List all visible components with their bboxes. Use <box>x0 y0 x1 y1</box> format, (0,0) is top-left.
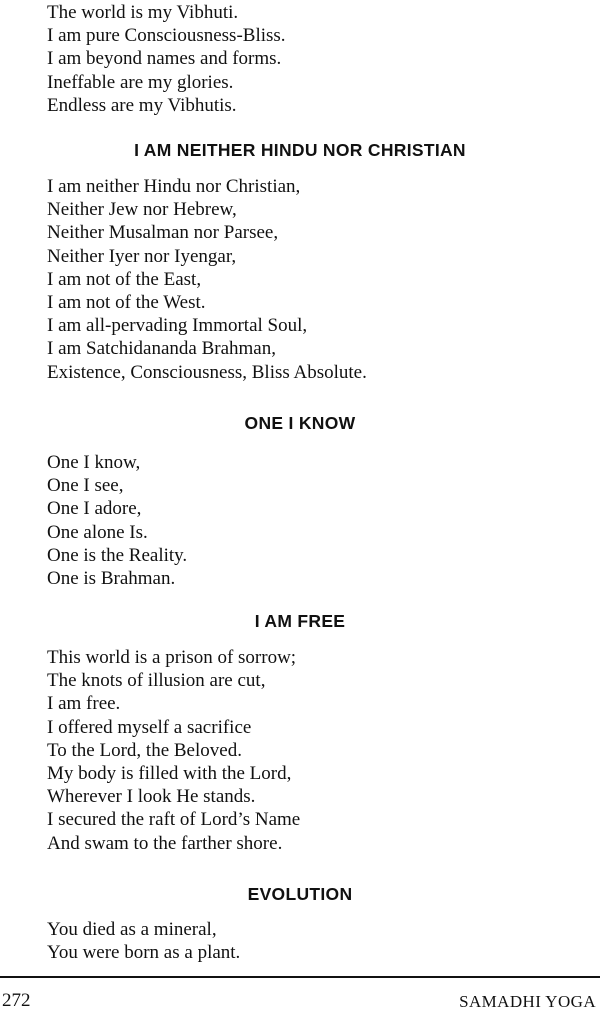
verse-line: Neither Musalman nor Parsee, <box>47 222 279 244</box>
verse-line: The knots of illusion are cut, <box>47 670 266 692</box>
verse-line: I am free. <box>47 693 121 715</box>
verse-line: One I adore, <box>47 498 142 520</box>
verse-line: I offered myself a sacrifice <box>47 716 252 738</box>
verse-line: I am not of the East, <box>47 268 202 290</box>
verse-line: Endless are my Vibhutis. <box>47 94 237 116</box>
verse-line: One I know, <box>47 452 141 473</box>
verse-line: One is the Reality. <box>47 544 188 566</box>
verse-line: One I see, <box>47 475 124 497</box>
running-head: SAMADHI YOGA <box>459 992 596 1011</box>
verse-line: Neither Iyer nor Iyengar, <box>47 245 237 267</box>
verse-line: I am pure Consciousness-Bliss. <box>47 25 286 47</box>
verse-line: I am not of the West. <box>47 292 206 314</box>
verse-line: The world is my Vibhuti. <box>47 2 239 23</box>
verse-line: I secured the raft of Lord’s Name <box>47 809 301 831</box>
verse-line: One alone Is. <box>47 521 148 543</box>
intro-stanza <box>47 1 577 117</box>
poem-title: ONE I KNOW <box>244 413 356 433</box>
verse-line: My body is filled with the Lord, <box>47 763 292 785</box>
poem-stanza <box>47 175 577 384</box>
verse-line: Existence, Consciousness, Bliss Absolute. <box>47 361 367 383</box>
verse-line: I am all-pervading Immortal Soul, <box>47 315 308 337</box>
poem-stanza <box>47 918 577 964</box>
verse-line: I am Satchidananda Brahman, <box>47 338 276 360</box>
page-number: 272 <box>2 990 31 1011</box>
poem-stanza <box>47 646 577 855</box>
verse-line: And swam to the farther shore. <box>47 832 283 854</box>
verse-line: To the Lord, the Beloved. <box>47 739 242 761</box>
poem-title: I AM NEITHER HINDU NOR CHRISTIAN <box>134 140 466 160</box>
verse-line: Ineffable are my glories. <box>47 71 234 93</box>
verse-line: One is Brahman. <box>47 568 176 590</box>
verse-line: You were born as a plant. <box>47 942 241 964</box>
verse-line: Wherever I look He stands. <box>47 786 256 808</box>
verse-line: You died as a mineral, <box>47 919 217 940</box>
poem-title: EVOLUTION <box>247 884 353 904</box>
verse-line: I am beyond names and forms. <box>47 48 282 70</box>
verse-line: I am neither Hindu nor Christian, <box>47 176 301 197</box>
poem-stanza <box>47 451 577 590</box>
verse-line: Neither Jew nor Hebrew, <box>47 199 237 221</box>
poem-title: I AM FREE <box>254 611 346 631</box>
footer-rule <box>0 976 600 978</box>
verse-line: This world is a prison of sorrow; <box>47 647 297 668</box>
